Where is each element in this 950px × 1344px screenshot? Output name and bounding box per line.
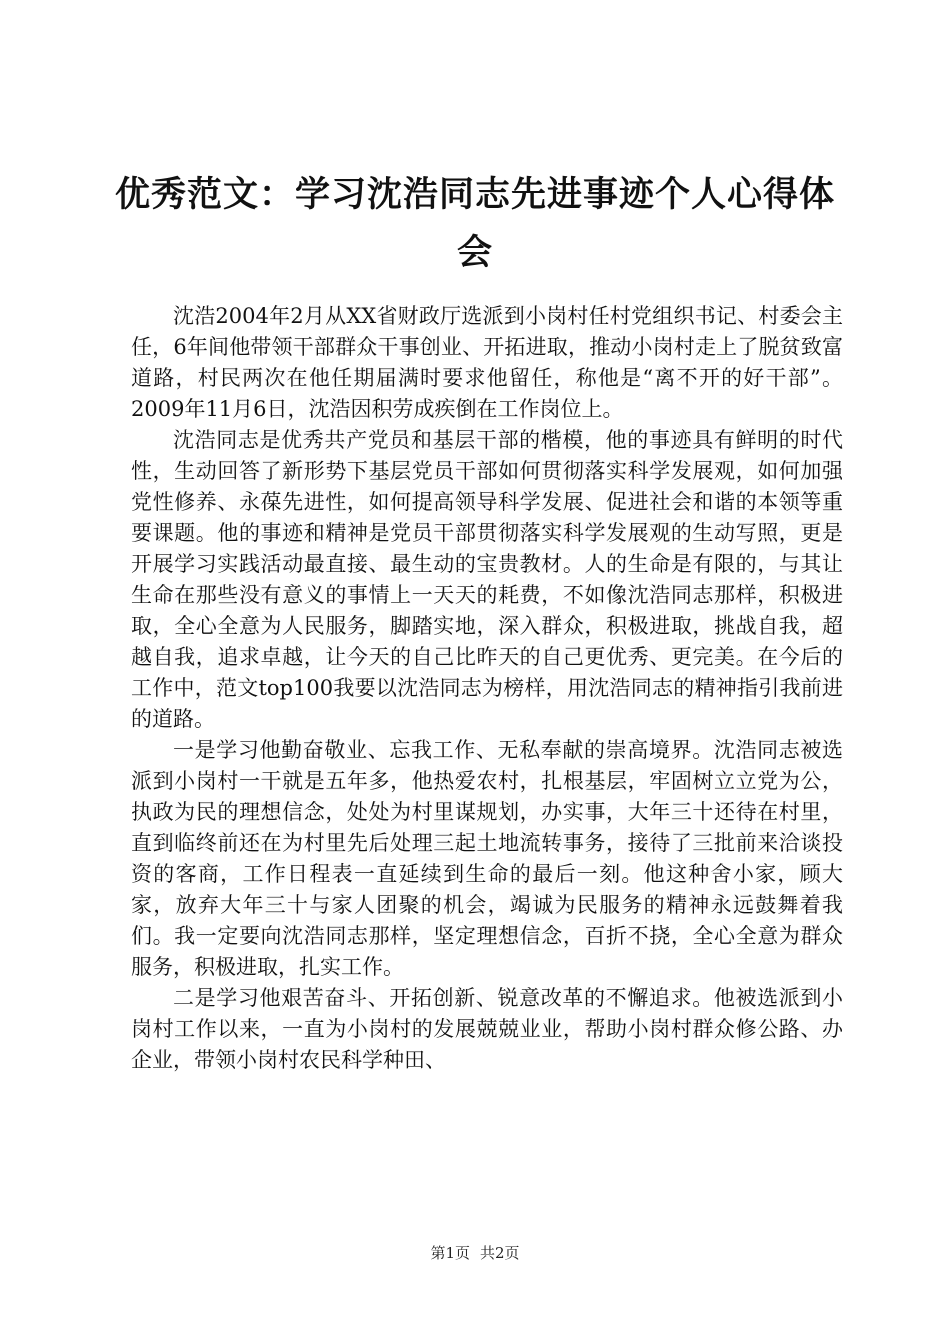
page-number: 第1页 (430, 1244, 470, 1262)
paragraph-4: 二是学习他艰苦奋斗、开拓创新、锐意改革的不懈追求。他被选派到小岗村工作以来，一直为小岗村的发展兢兢业业，帮助小岗村群众修公路、办企业，带领小岗村农民科学种田、 (131, 986, 843, 1072)
paragraph-3: 一是学习他勤奋敬业、忘我工作、无私奉献的崇高境界。沈浩同志被选派到小岗村一干就是五年多，他热爱农村，扎根基层，牢固树立立党为公，执政为民的理想信念，处处为村里谋规划，办实事，大年三十还待在村里，直到临终前还在为村里先后处理三起土地流转事务，接待了三批前来洽谈投资的客商，工作日程表一直延续到生命的最后一刻。他这种舍小家，顾大家，放弃大年三十与家人团聚的机会，竭诚为民服务的精神永远鼓舞着我们。我一定要向沈浩同志那样，坚定理想信念，百折不挠，全心全意为群众服务，积极进取，扎实工作。 (131, 738, 843, 979)
document-title: 优秀范文：学习沈浩同志先进事迹个人心得体会 (114, 175, 835, 273)
paragraph-2: 沈浩同志是优秀共产党员和基层干部的楷模，他的事迹具有鲜明的时代性，生动回答了新形势下基层党员干部如何贯彻落实科学发展观，如何加强党性修养、永葆先进性，如何提高领导科学发展、促进社会和谐的本领等重要课题。他的事迹和精神是党员干部贯彻落实科学发展观的生动写照，更是开展学习实践活动最直接、最生动的宝贵教材。人的生命是有限的，与其让生命在那些没有意义的事情上一天天的耗费，不如像沈浩同志那样，积极进取，全心全意为人民服务，脚踏实地，深入群众，积极进取，挑战自我，超越自我，追求卓越，让今天的自己比昨天的自己更优秀、更完美。在今后的工作中，范文top100我要以沈浩同志为榜样，用沈浩同志的精神指引我前进的道路。 (131, 428, 843, 731)
paragraph-1: 沈浩2004年2月从XX省财政厅选派到小岗村任村党组织书记、村委会主任，6年间他带领干部群众干事创业、开拓进取，推动小岗村走上了脱贫致富道路，村民两次在他任期届满时要求他留任，称他是“离不开的好干部”。2009年11月6日，沈浩因积劳成疾倒在工作岗位上。 (131, 304, 843, 421)
document-body (131, 301, 843, 1076)
page-footer (0, 1243, 950, 1263)
page-total: 共2页 (480, 1244, 520, 1262)
